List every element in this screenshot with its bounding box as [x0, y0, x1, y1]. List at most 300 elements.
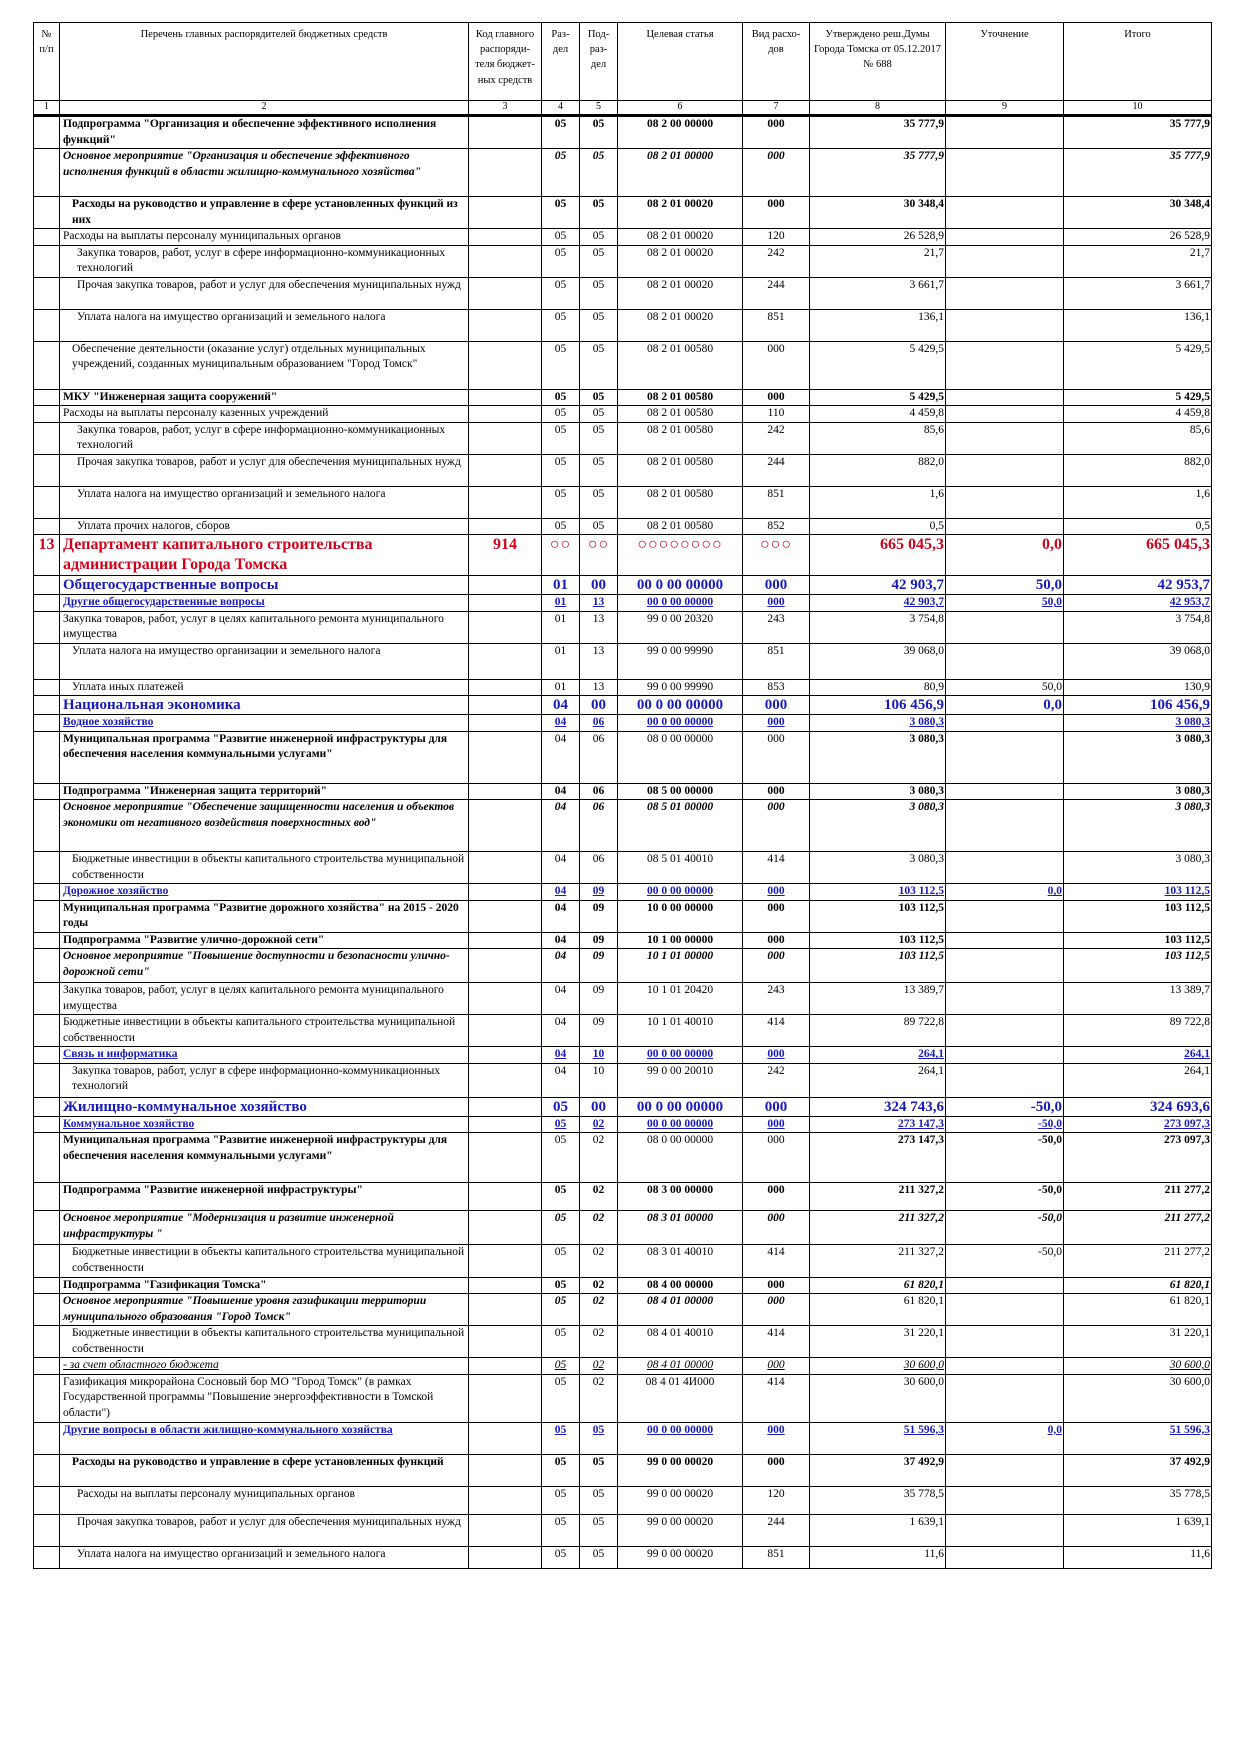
row-total: 103 112,5 — [1064, 949, 1212, 983]
row-target-article: 08 0 00 00000 — [618, 1133, 743, 1183]
row-razdel: 05 — [542, 518, 580, 535]
row-name: Коммунальное хозяйство — [60, 1116, 469, 1133]
row-code — [469, 983, 542, 1015]
row-correction: 0,0 — [946, 884, 1064, 901]
row-code — [469, 1063, 542, 1097]
row-approved: 103 112,5 — [810, 949, 946, 983]
row-approved: 35 777,9 — [810, 116, 946, 149]
header-row — [34, 23, 1212, 101]
row-total: 106 456,9 — [1064, 696, 1212, 715]
row-code — [469, 149, 542, 197]
row-code — [469, 1326, 542, 1358]
row-target-article: 08 2 01 00580 — [618, 518, 743, 535]
row-razdel: 05 — [542, 1211, 580, 1245]
row-podrazdel: 13 — [580, 643, 618, 679]
row-total: 103 112,5 — [1064, 884, 1212, 901]
row-total: 211 277,2 — [1064, 1183, 1212, 1211]
row-podrazdel: 06 — [580, 852, 618, 884]
row-razdel: 05 — [542, 277, 580, 309]
row-code — [469, 1294, 542, 1326]
row-target-article: 99 0 00 00020 — [618, 1546, 743, 1568]
row-number — [34, 679, 60, 696]
row-target-article: 08 5 00 00000 — [618, 783, 743, 800]
table-row — [34, 1116, 1212, 1133]
row-target-article: 08 2 01 00020 — [618, 197, 743, 229]
row-name: Уплата прочих налогов, сборов — [60, 518, 469, 535]
row-total: 37 492,9 — [1064, 1454, 1212, 1486]
row-expense-type: 414 — [743, 1326, 810, 1358]
row-correction: -50,0 — [946, 1133, 1064, 1183]
row-target-article: 00 0 00 00000 — [618, 595, 743, 612]
row-code — [469, 900, 542, 932]
row-total: 273 097,3 — [1064, 1133, 1212, 1183]
row-approved: 103 112,5 — [810, 900, 946, 932]
row-approved: 3 080,3 — [810, 715, 946, 732]
row-number — [34, 949, 60, 983]
row-correction — [946, 245, 1064, 277]
row-number — [34, 852, 60, 884]
row-code — [469, 1015, 542, 1047]
row-podrazdel: 05 — [580, 341, 618, 389]
row-total: 1,6 — [1064, 486, 1212, 518]
row-target-article: 08 3 01 00000 — [618, 1211, 743, 1245]
column-number: 9 — [946, 101, 1064, 116]
row-correction — [946, 389, 1064, 406]
row-approved: 37 492,9 — [810, 1454, 946, 1486]
row-razdel: 05 — [542, 1486, 580, 1514]
row-target-article: 99 0 00 00020 — [618, 1514, 743, 1546]
row-podrazdel: 05 — [580, 1422, 618, 1454]
row-expense-type: 414 — [743, 1245, 810, 1277]
row-approved: 106 456,9 — [810, 696, 946, 715]
row-podrazdel: 02 — [580, 1326, 618, 1358]
row-target-article: 08 4 01 40010 — [618, 1326, 743, 1358]
column-number: 8 — [810, 101, 946, 116]
row-name: Закупка товаров, работ, услуг в сфере информационно-коммуникационных технологий — [60, 245, 469, 277]
row-correction — [946, 422, 1064, 454]
row-correction: 0,0 — [946, 1422, 1064, 1454]
column-number: 4 — [542, 101, 580, 116]
header-code: Код главного распоряди-теля бюджет-ных средств — [469, 23, 542, 101]
row-correction: 0,0 — [946, 696, 1064, 715]
row-approved: 42 903,7 — [810, 576, 946, 595]
row-name: Основное мероприятие "Повышение доступности и безопасности улично-дорожной сети" — [60, 949, 469, 983]
row-name: Основное мероприятие "Обеспечение защищенности населения и объектов экономики от негативного воздействия поверхностных вод" — [60, 800, 469, 852]
table-row — [34, 1358, 1212, 1375]
table-row — [34, 576, 1212, 595]
row-code — [469, 486, 542, 518]
row-approved: 3 080,3 — [810, 783, 946, 800]
row-correction — [946, 1374, 1064, 1422]
row-expense-type: 414 — [743, 852, 810, 884]
row-total: 3 661,7 — [1064, 277, 1212, 309]
row-expense-type: 244 — [743, 1514, 810, 1546]
row-razdel: 04 — [542, 715, 580, 732]
row-approved: 51 596,3 — [810, 1422, 946, 1454]
row-podrazdel: 00 — [580, 576, 618, 595]
row-code — [469, 1514, 542, 1546]
row-podrazdel: 10 — [580, 1063, 618, 1097]
row-correction — [946, 1294, 1064, 1326]
row-razdel: 05 — [542, 486, 580, 518]
row-total: 61 820,1 — [1064, 1294, 1212, 1326]
table-row — [34, 535, 1212, 576]
row-approved: 89 722,8 — [810, 1015, 946, 1047]
row-total: 324 693,6 — [1064, 1097, 1212, 1116]
row-podrazdel: 10 — [580, 1047, 618, 1064]
row-target-article: 99 0 00 99990 — [618, 679, 743, 696]
row-podrazdel: 05 — [580, 486, 618, 518]
row-name: Связь и информатика — [60, 1047, 469, 1064]
row-podrazdel: 13 — [580, 679, 618, 696]
row-name: Прочая закупка товаров, работ и услуг для обеспечения муниципальных нужд — [60, 277, 469, 309]
column-number-row — [34, 101, 1212, 116]
row-approved: 273 147,3 — [810, 1133, 946, 1183]
table-row — [34, 309, 1212, 341]
row-correction — [946, 486, 1064, 518]
row-razdel: 05 — [542, 1183, 580, 1211]
header-razdel: Раз-дел — [542, 23, 580, 101]
row-expense-type: 414 — [743, 1374, 810, 1422]
row-total: 3 080,3 — [1064, 715, 1212, 732]
row-name: Общегосударственные вопросы — [60, 576, 469, 595]
row-total: 30 600,0 — [1064, 1374, 1212, 1422]
row-code — [469, 643, 542, 679]
row-total: 5 429,5 — [1064, 389, 1212, 406]
row-name: Основное мероприятие "Организация и обеспечение эффективного исполнения функций в области жилищно-коммунального хозяйства" — [60, 149, 469, 197]
table-row — [34, 679, 1212, 696]
row-number — [34, 900, 60, 932]
row-correction — [946, 715, 1064, 732]
table-row — [34, 1063, 1212, 1097]
row-number — [34, 341, 60, 389]
row-podrazdel: 05 — [580, 116, 618, 149]
row-total: 30 348,4 — [1064, 197, 1212, 229]
row-name: Уплата налога на имущество организации и земельного налога — [60, 643, 469, 679]
row-razdel: 05 — [542, 389, 580, 406]
row-target-article: 08 2 00 00000 — [618, 116, 743, 149]
row-target-article: 08 4 00 00000 — [618, 1277, 743, 1294]
table-row — [34, 389, 1212, 406]
column-number: 10 — [1064, 101, 1212, 116]
row-correction — [946, 1277, 1064, 1294]
row-target-article: 08 2 01 00580 — [618, 406, 743, 423]
row-razdel: 05 — [542, 245, 580, 277]
row-podrazdel: 05 — [580, 422, 618, 454]
row-correction: 50,0 — [946, 679, 1064, 696]
row-number — [34, 595, 60, 612]
row-correction — [946, 800, 1064, 852]
row-total: 882,0 — [1064, 454, 1212, 486]
row-expense-type: 000 — [743, 389, 810, 406]
table-row — [34, 149, 1212, 197]
row-correction — [946, 341, 1064, 389]
row-correction: -50,0 — [946, 1183, 1064, 1211]
row-code — [469, 1097, 542, 1116]
row-number — [34, 576, 60, 595]
row-target-article: 08 2 01 00580 — [618, 341, 743, 389]
budget-table — [33, 22, 1212, 1569]
row-total: 31 220,1 — [1064, 1326, 1212, 1358]
row-correction: 50,0 — [946, 576, 1064, 595]
row-name: Подпрограмма "Газификация Томска" — [60, 1277, 469, 1294]
table-row — [34, 884, 1212, 901]
row-expense-type: 000 — [743, 1211, 810, 1245]
row-approved: 30 600,0 — [810, 1358, 946, 1375]
row-code — [469, 949, 542, 983]
row-correction — [946, 900, 1064, 932]
row-number — [34, 1211, 60, 1245]
row-razdel: 04 — [542, 696, 580, 715]
row-expense-type: 242 — [743, 1063, 810, 1097]
row-expense-type: 000 — [743, 341, 810, 389]
row-target-article: 99 0 00 20010 — [618, 1063, 743, 1097]
row-number — [34, 1326, 60, 1358]
row-expense-type: 000 — [743, 1133, 810, 1183]
row-razdel: 04 — [542, 731, 580, 783]
row-approved: 4 459,8 — [810, 406, 946, 423]
row-correction — [946, 932, 1064, 949]
row-podrazdel: 05 — [580, 149, 618, 197]
row-target-article: 10 1 01 40010 — [618, 1015, 743, 1047]
row-target-article: 08 3 01 40010 — [618, 1245, 743, 1277]
row-podrazdel: 13 — [580, 595, 618, 612]
row-razdel: 04 — [542, 884, 580, 901]
table-row — [34, 245, 1212, 277]
row-approved: 35 777,9 — [810, 149, 946, 197]
row-correction — [946, 277, 1064, 309]
row-correction — [946, 949, 1064, 983]
row-expense-type: 110 — [743, 406, 810, 423]
row-podrazdel: 05 — [580, 309, 618, 341]
row-total: 35 777,9 — [1064, 149, 1212, 197]
row-correction — [946, 1514, 1064, 1546]
row-name: Подпрограмма "Развитие улично-дорожной сети" — [60, 932, 469, 949]
table-row — [34, 900, 1212, 932]
row-approved: 273 147,3 — [810, 1116, 946, 1133]
row-podrazdel: 02 — [580, 1183, 618, 1211]
row-podrazdel: 09 — [580, 1015, 618, 1047]
row-expense-type: 000 — [743, 576, 810, 595]
row-podrazdel: 09 — [580, 884, 618, 901]
row-total: 61 820,1 — [1064, 1277, 1212, 1294]
row-expense-type: 000 — [743, 1277, 810, 1294]
row-expense-type: 414 — [743, 1015, 810, 1047]
row-correction: -50,0 — [946, 1116, 1064, 1133]
table-row — [34, 518, 1212, 535]
row-number — [34, 1358, 60, 1375]
row-number — [34, 1514, 60, 1546]
row-name: Бюджетные инвестиции в объекты капитального строительства муниципальной собственности — [60, 1245, 469, 1277]
row-razdel: 05 — [542, 1546, 580, 1568]
row-target-article: 08 2 01 00020 — [618, 229, 743, 246]
row-target-article: 10 1 00 00000 — [618, 932, 743, 949]
row-podrazdel: 05 — [580, 1514, 618, 1546]
row-name: Расходы на выплаты персоналу казенных учреждений — [60, 406, 469, 423]
row-razdel: 01 — [542, 611, 580, 643]
row-expense-type: 000 — [743, 949, 810, 983]
row-razdel: 05 — [542, 229, 580, 246]
row-podrazdel: 09 — [580, 949, 618, 983]
table-row — [34, 800, 1212, 852]
row-correction — [946, 149, 1064, 197]
row-name: Обеспечение деятельности (оказание услуг) отдельных муниципальных учреждений, созданных муниципальным образованием "Город Томск" — [60, 341, 469, 389]
row-correction — [946, 309, 1064, 341]
row-razdel: 05 — [542, 1097, 580, 1116]
row-target-article: 00 0 00 00000 — [618, 1116, 743, 1133]
row-number: 13 — [34, 535, 60, 576]
row-expense-type: 000 — [743, 1183, 810, 1211]
row-total: 264,1 — [1064, 1047, 1212, 1064]
row-razdel: 05 — [542, 1116, 580, 1133]
row-correction — [946, 852, 1064, 884]
row-number — [34, 643, 60, 679]
row-code — [469, 783, 542, 800]
table-row — [34, 852, 1212, 884]
row-expense-type: 000 — [743, 800, 810, 852]
row-number — [34, 518, 60, 535]
row-expense-type: 000 — [743, 1047, 810, 1064]
row-number — [34, 1015, 60, 1047]
row-razdel: 05 — [542, 1358, 580, 1375]
row-name: Другие вопросы в области жилищно-коммунального хозяйства — [60, 1422, 469, 1454]
row-podrazdel: 02 — [580, 1294, 618, 1326]
column-number: 2 — [60, 101, 469, 116]
row-correction: -50,0 — [946, 1245, 1064, 1277]
row-podrazdel: 13 — [580, 611, 618, 643]
row-razdel: 04 — [542, 1015, 580, 1047]
row-total: 13 389,7 — [1064, 983, 1212, 1015]
row-number — [34, 731, 60, 783]
row-target-article: 08 4 01 00000 — [618, 1358, 743, 1375]
row-number — [34, 1422, 60, 1454]
row-razdel: 05 — [542, 1245, 580, 1277]
row-name: Подпрограмма "Развитие инженерной инфраструктуры" — [60, 1183, 469, 1211]
row-number — [34, 1116, 60, 1133]
row-razdel: 04 — [542, 949, 580, 983]
row-approved: 103 112,5 — [810, 932, 946, 949]
row-target-article: 08 0 00 00000 — [618, 731, 743, 783]
row-code — [469, 1211, 542, 1245]
row-razdel: 05 — [542, 149, 580, 197]
table-row — [34, 1097, 1212, 1116]
row-approved: 103 112,5 — [810, 884, 946, 901]
row-number — [34, 1374, 60, 1422]
table-row — [34, 731, 1212, 783]
row-name: Расходы на выплаты персоналу муниципальных органов — [60, 229, 469, 246]
row-total: 35 777,9 — [1064, 116, 1212, 149]
row-code — [469, 1245, 542, 1277]
row-correction: -50,0 — [946, 1097, 1064, 1116]
row-name: Жилищно-коммунальное хозяйство — [60, 1097, 469, 1116]
row-razdel: 05 — [542, 454, 580, 486]
row-code — [469, 679, 542, 696]
row-expense-type: 000 — [743, 116, 810, 149]
header-name: Перечень главных распорядителей бюджетных средств — [60, 23, 469, 101]
row-correction — [946, 197, 1064, 229]
row-code — [469, 1358, 542, 1375]
table-row — [34, 696, 1212, 715]
row-code — [469, 454, 542, 486]
row-expense-type: 000 — [743, 696, 810, 715]
row-razdel: 04 — [542, 1063, 580, 1097]
row-razdel: 05 — [542, 1326, 580, 1358]
row-podrazdel: 02 — [580, 1133, 618, 1183]
row-approved: 11,6 — [810, 1546, 946, 1568]
table-row — [34, 1454, 1212, 1486]
row-target-article: 08 5 01 40010 — [618, 852, 743, 884]
row-correction — [946, 983, 1064, 1015]
row-podrazdel: 05 — [580, 389, 618, 406]
row-razdel: 04 — [542, 800, 580, 852]
row-total: 273 097,3 — [1064, 1116, 1212, 1133]
row-podrazdel: 06 — [580, 783, 618, 800]
row-podrazdel: 02 — [580, 1277, 618, 1294]
row-total: 0,5 — [1064, 518, 1212, 535]
row-name: Закупка товаров, работ, услуг в целях капитального ремонта муниципального имущества — [60, 611, 469, 643]
row-number — [34, 277, 60, 309]
row-correction — [946, 406, 1064, 423]
table-row — [34, 229, 1212, 246]
row-razdel: 05 — [542, 1277, 580, 1294]
row-target-article: 08 4 01 4И000 — [618, 1374, 743, 1422]
row-podrazdel: 05 — [580, 1546, 618, 1568]
row-number — [34, 309, 60, 341]
table-row — [34, 406, 1212, 423]
row-code — [469, 245, 542, 277]
row-code — [469, 518, 542, 535]
row-code — [469, 696, 542, 715]
row-target-article: 99 0 00 00020 — [618, 1454, 743, 1486]
row-podrazdel: 05 — [580, 518, 618, 535]
row-number — [34, 245, 60, 277]
row-podrazdel: 06 — [580, 715, 618, 732]
row-target-article: 00 0 00 00000 — [618, 1047, 743, 1064]
row-correction — [946, 454, 1064, 486]
row-target-article: 10 1 01 20420 — [618, 983, 743, 1015]
table-row — [34, 116, 1212, 149]
row-target-article: 10 0 00 00000 — [618, 900, 743, 932]
row-total: 35 778,5 — [1064, 1486, 1212, 1514]
row-razdel: 01 — [542, 679, 580, 696]
row-number — [34, 389, 60, 406]
row-name: Прочая закупка товаров, работ и услуг для обеспечения муниципальных нужд — [60, 454, 469, 486]
table-row — [34, 1211, 1212, 1245]
table-row — [34, 1374, 1212, 1422]
row-code — [469, 1374, 542, 1422]
row-total: 211 277,2 — [1064, 1211, 1212, 1245]
row-razdel: 01 — [542, 576, 580, 595]
table-row — [34, 783, 1212, 800]
table-row — [34, 486, 1212, 518]
row-razdel: 05 — [542, 422, 580, 454]
table-row — [34, 643, 1212, 679]
row-razdel: 05 — [542, 1514, 580, 1546]
row-razdel: 05 — [542, 341, 580, 389]
row-approved: 211 327,2 — [810, 1245, 946, 1277]
row-number — [34, 406, 60, 423]
row-target-article: 00 0 00 00000 — [618, 715, 743, 732]
row-expense-type: 000 — [743, 731, 810, 783]
table-row — [34, 277, 1212, 309]
table-body — [34, 116, 1212, 1569]
row-approved: 39 068,0 — [810, 643, 946, 679]
row-razdel: 04 — [542, 852, 580, 884]
row-expense-type: 243 — [743, 611, 810, 643]
row-razdel: 04 — [542, 932, 580, 949]
row-number — [34, 1546, 60, 1568]
row-name: Муниципальная программа "Развитие инженерной инфраструктуры для обеспечения населения коммунальными услугами" — [60, 731, 469, 783]
